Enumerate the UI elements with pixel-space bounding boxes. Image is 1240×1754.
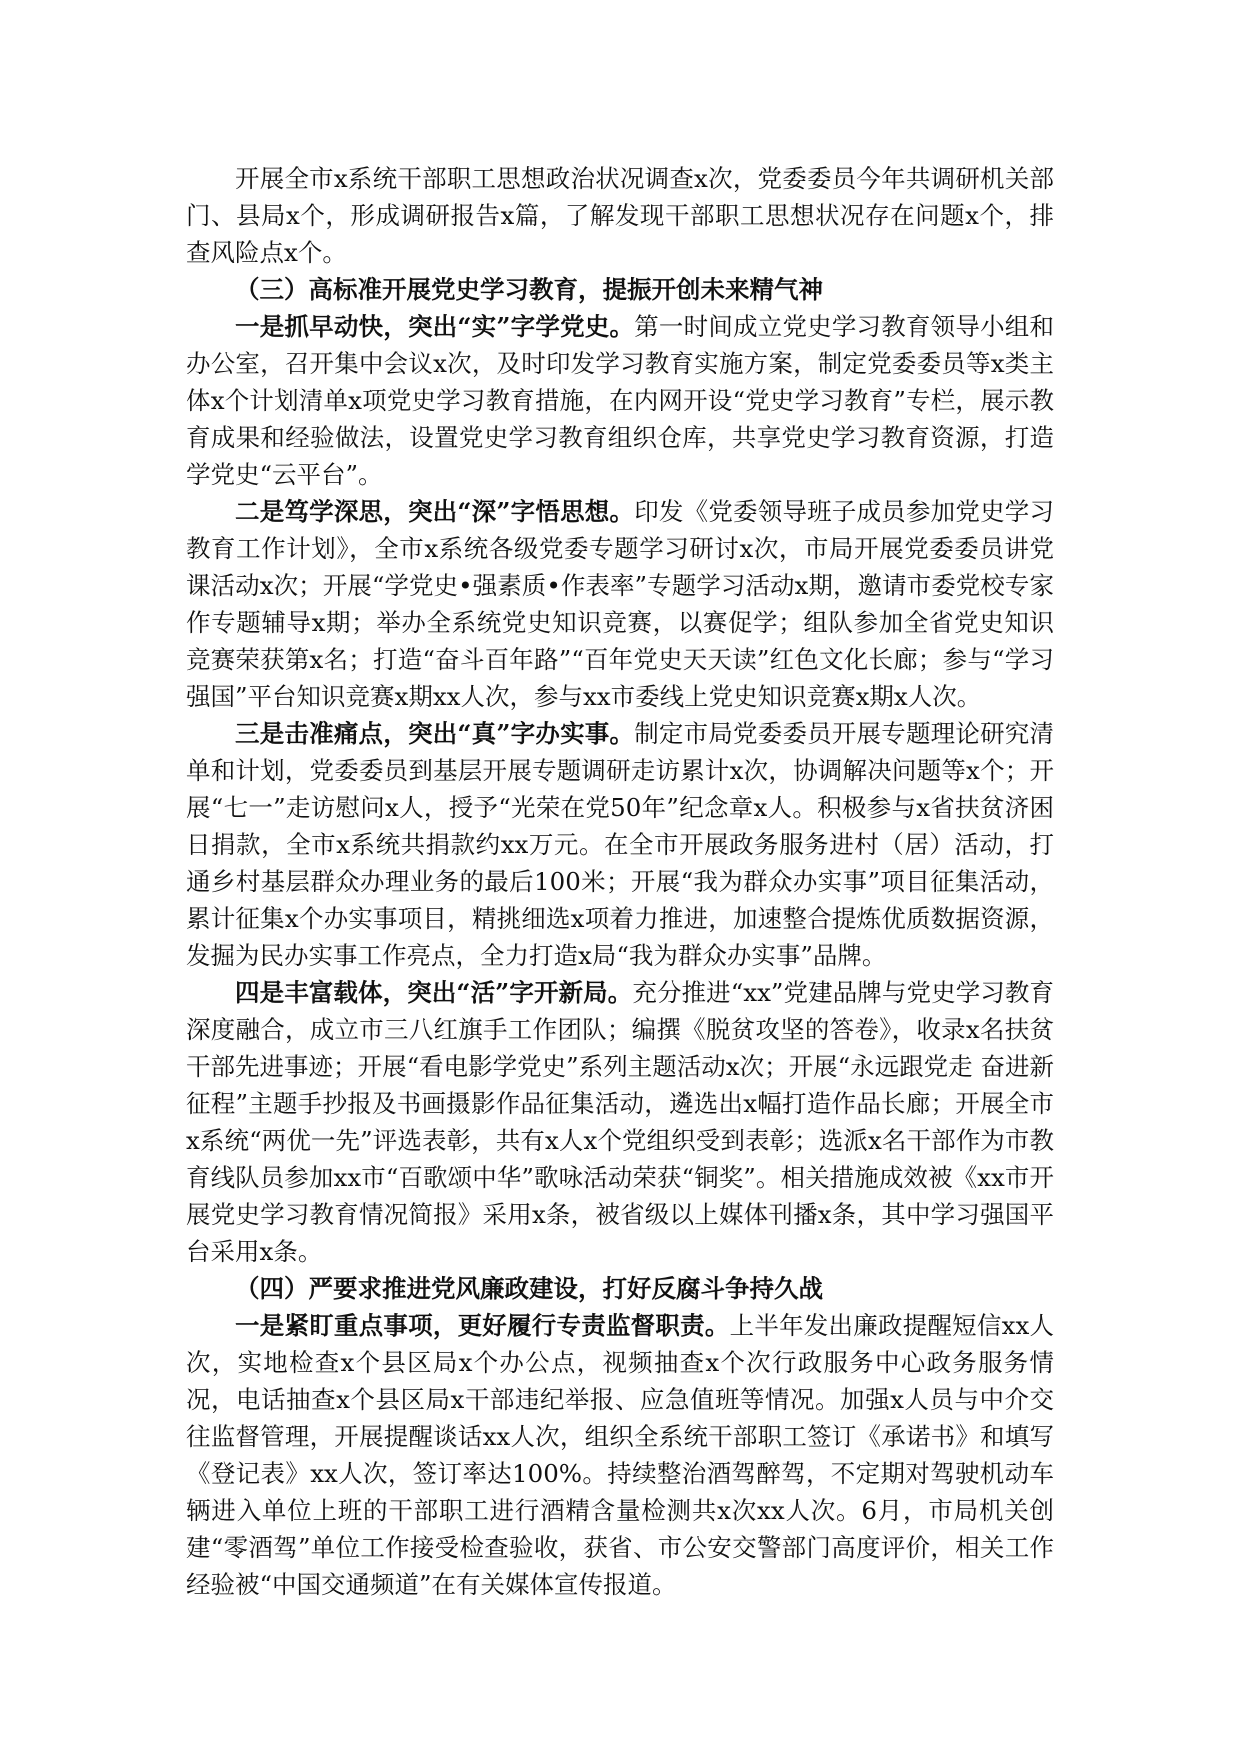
paragraph-lead: 三是击准痛点，突出“真”字办实事。 (235, 719, 635, 748)
paragraph-lead: 四是丰富载体，突出“活”字开新局。 (235, 978, 633, 1007)
section-heading-text: （三）高标准开展党史学习教育，提振开创未来精气神 (235, 275, 823, 304)
paragraph-text: 印发《党委领导班子成员参加党史学习教育工作计划》，全市x系统各级党委专题学习研讨x次，市局开展党委委员讲党课活动x次；开展“学党史•强素质•作表率”专题学习活动x期，邀请市委党校专家作专题辅导x期；举办全系统党史知识竞赛，以赛促学；组队参加全省党史知识竞赛荣获第x名；打造“奋斗百年路”“百年党史天天读”红色文化长廊；参与“学习强国”平台知识竞赛x期xx人次，参与xx市委线上党史知识竞赛x期x人次。 (186, 497, 1055, 711)
paragraph-lead: 二是笃学深思，突出“深”字悟思想。 (235, 497, 635, 526)
section-heading-text: （四）严要求推进党风廉政建设，打好反腐斗争持久战 (235, 1274, 823, 1303)
paragraph-text: 制定市局党委委员开展专题理论研究清单和计划，党委委员到基层开展专题调研走访累计x次，协调解决问题等x个；开展“七一”走访慰问x人，授予“光荣在党50年”纪念章x人。积极参与x省扶贫济困日捐款，全市x系统共捐款约xx万元。在全市开展政务服务进村（居）活动，打通乡村基层群众办理业务的最后100米；开展“我为群众办实事”项目征集活动，累计征集x个办实事项目，精挑细选x项着力推进，加速整合提炼优质数据资源，发掘为民办实事工作亮点，全力打造x局“我为群众办实事”品牌。 (186, 719, 1055, 970)
body-paragraph (186, 493, 1054, 715)
paragraph-text: 第一时间成立党史学习教育领导小组和办公室，召开集中会议x次，及时印发学习教育实施方案，制定党委委员等x类主体x个计划清单x项党史学习教育措施，在内网开设“党史学习教育”专栏，展示教育成果和经验做法，设置党史学习教育组织仓库，共享党史学习教育资源，打造学党史“云平台”。 (186, 312, 1055, 489)
paragraph-text: 开展全市x系统干部职工思想政治状况调查x次，党委委员今年共调研机关部门、县局x个，形成调研报告x篇，了解发现干部职工思想状况存在问题x个，排查风险点x个。 (186, 164, 1054, 267)
paragraph-text: 上半年发出廉政提醒短信xx人次，实地检查x个县区局x个办公点，视频抽查x个次行政服务中心政务服务情况，电话抽查x个县区局x干部违纪举报、应急值班等情况。加强x人员与中介交往监督管理，开展提醒谈话xx人次，组织全系统干部职工签订《承诺书》和填写《登记表》xx人次，签订率达100%。持续整治酒驾醉驾，不定期对驾驶机动车辆进入单位上班的干部职工进行酒精含量检测共x次xx人次。6月，市局机关创建“零酒驾”单位工作接受检查验收，获省、市公安交警部门高度评价，相关工作经验被“中国交通频道”在有关媒体宣传报道。 (186, 1311, 1055, 1599)
paragraph-lead: 一是抓早动快，突出“实”字学党史。 (235, 312, 635, 341)
body-paragraph (186, 1307, 1054, 1603)
paragraph-text: 充分推进“xx”党建品牌与党史学习教育深度融合，成立市三八红旗手工作团队；编撰《脱贫攻坚的答卷》，收录x名扶贫干部先进事迹；开展“看电影学党史”系列主题活动x次；开展“永远跟党走 奋进新征程”主题手抄报及书画摄影作品征集活动，遴选出x幅打造作品长廊；开展全市x系统“两优一先”评选表彰，共有x人x个党组织受到表彰；选派x名干部作为市教育线队员参加xx市“百歌颂中华”歌咏活动荣获“铜奖”。相关措施成效被《xx市开展党史学习教育情况简报》采用x条，被省级以上媒体刊播x条，其中学习强国平台采用x条。 (186, 978, 1054, 1266)
body-paragraph (186, 160, 1054, 271)
body-paragraph (186, 974, 1054, 1270)
body-paragraph (186, 308, 1054, 493)
body-paragraph (186, 715, 1054, 974)
paragraph-lead: 一是紧盯重点事项，更好履行专责监督职责。 (235, 1311, 730, 1340)
section-heading (186, 1270, 1054, 1307)
section-heading (186, 271, 1054, 308)
document-page (186, 160, 1054, 1603)
